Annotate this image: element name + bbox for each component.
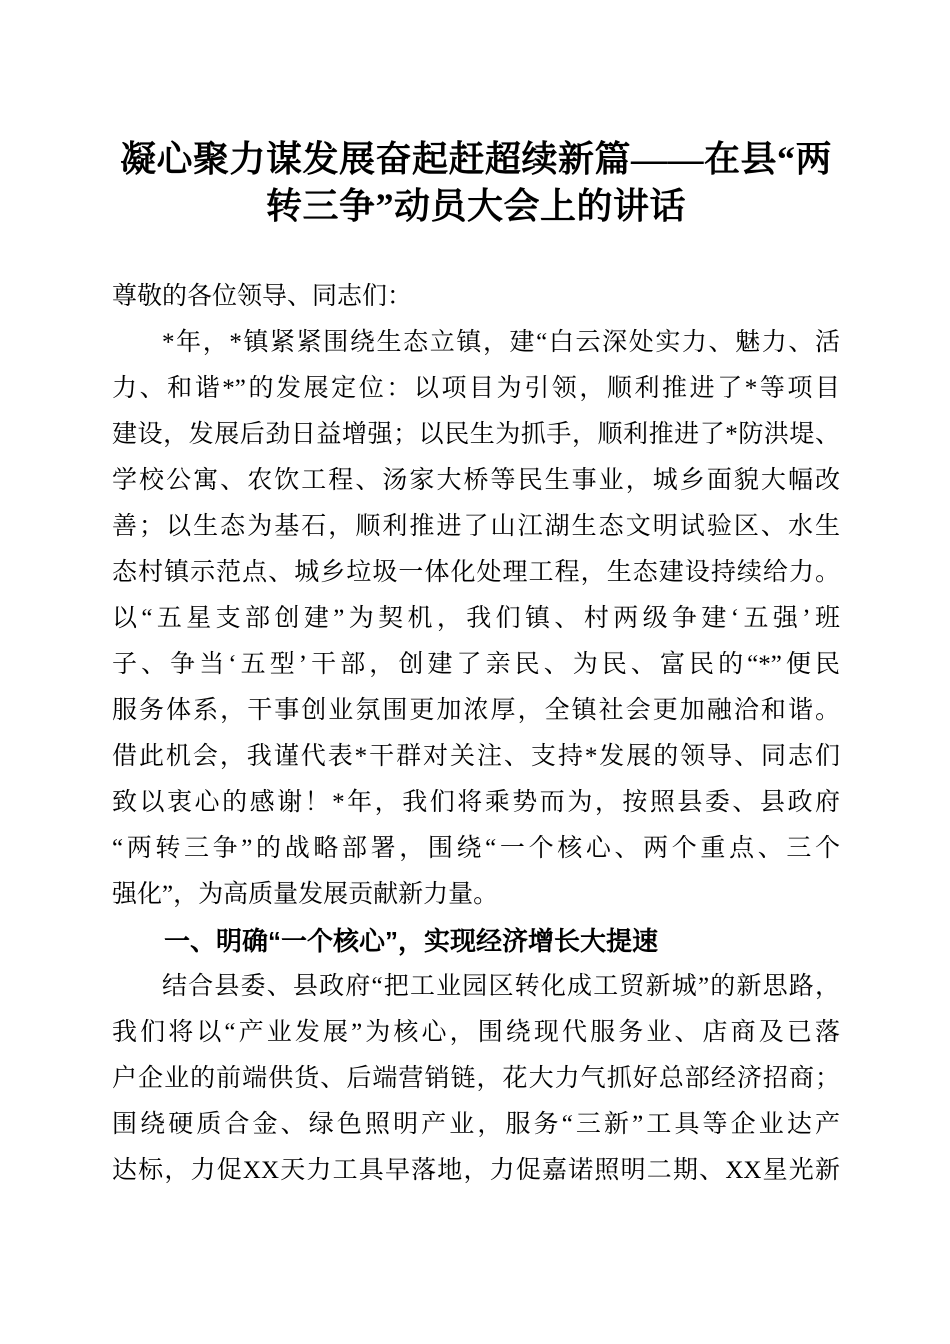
document-body	[112, 274, 840, 1194]
document-title	[112, 136, 840, 230]
text-line-7: 态村镇示范点、城乡垃圾一体化处理工程，生态建设持续给力。	[112, 559, 840, 586]
document-title-line-1: 凝心聚力谋发展奋起赶超续新篇——在县“两	[119, 139, 832, 179]
text-line-11: 借此机会，我谨代表*干群对关注、支持*发展的领导、同志们	[112, 743, 840, 770]
text-line-3: 力、和谐*”的发展定位：以项目为引领，顺利推进了*等项目	[112, 375, 840, 402]
text-line-10: 服务体系，干事创业氛围更加浓厚，全镇社会更加融洽和谐。	[112, 697, 840, 724]
text-line-2: *年，*镇紧紧围绕生态立镇，建“白云深处实力、魅力、活	[162, 329, 840, 356]
text-line-13: “两转三争”的战略部署，围绕“一个核心、两个重点、三个	[112, 835, 840, 862]
text-line-9: 子、争当‘五型’干部，创建了亲民、为民、富民的“*”便民	[112, 651, 840, 678]
text-line-16: 结合县委、县政府“把工业园区转化成工贸新城”的新思路，	[162, 973, 840, 1000]
text-line-4: 建设，发展后劲日益增强；以民生为抓手，顺利推进了*防洪堤、	[112, 421, 840, 448]
text-line-14: 强化”，为高质量发展贡献新力量。	[112, 881, 499, 908]
text-line-6: 善；以生态为基石，顺利推进了山江湖生态文明试验区、水生	[112, 513, 840, 540]
text-line-5: 学校公寓、农饮工程、汤家大桥等民生事业，城乡面貌大幅改	[112, 467, 840, 494]
text-line-8: 以“五星支部创建”为契机，我们镇、村两级争建‘五强’班	[112, 605, 840, 632]
text-line-1: 尊敬的各位领导、同志们：	[112, 283, 413, 310]
text-line-18: 户企业的前端供货、后端营销链，花大力气抓好总部经济招商；	[112, 1065, 840, 1092]
document-title-line-2: 转三争”动员大会上的讲话	[265, 186, 686, 226]
text-line-19: 围绕硬质合金、绿色照明产业，服务“三新”工具等企业达产	[112, 1111, 840, 1138]
text-line-20: 达标，力促XX天力工具早落地，力促嘉诺照明二期、XX星光新	[112, 1157, 840, 1184]
text-line-17: 我们将以“产业发展”为核心，围绕现代服务业、店商及已落	[112, 1019, 840, 1046]
text-line-15: 一、明确“一个核心”，实现经济增长大提速	[164, 926, 659, 956]
text-line-12: 致以衷心的感谢！*年，我们将乘势而为，按照县委、县政府	[112, 789, 840, 816]
